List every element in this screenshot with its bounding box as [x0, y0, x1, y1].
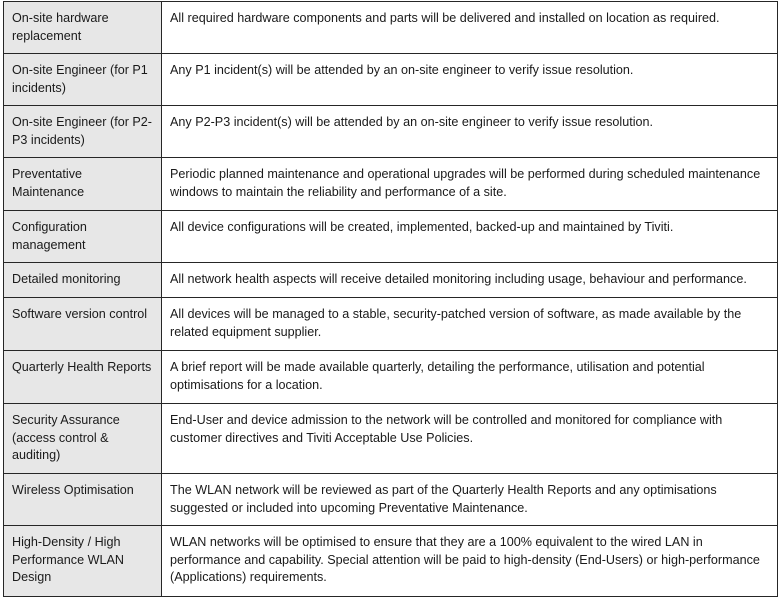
table-row	[4, 263, 778, 298]
service-description: The WLAN network will be reviewed as part of the Quarterly Health Reports and any optimisations suggested or included into upcoming Preventative Maintenance.	[170, 483, 717, 515]
service-description-cell	[162, 526, 778, 597]
table-row	[4, 474, 778, 526]
service-description: WLAN networks will be optimised to ensure that they are a 100% equivalent to the wired LAN in performance and capability. Special attention will be paid to high-density (End-Users) or high-performance (Applications) requirements.	[170, 535, 760, 584]
service-term: Wireless Optimisation	[12, 483, 134, 497]
service-term: Detailed monitoring	[12, 272, 121, 286]
service-description: All devices will be managed to a stable, security-patched version of software, as made available by the related equipment supplier.	[170, 307, 742, 339]
table-row	[4, 526, 778, 597]
table-row	[4, 2, 778, 54]
service-term: On-site Engineer (for P1 incidents)	[12, 63, 148, 95]
service-description: Any P2-P3 incident(s) will be attended by an on-site engineer to verify issue resolution.	[170, 115, 654, 129]
service-term-cell	[4, 404, 162, 474]
service-term-cell	[4, 298, 162, 351]
service-description: Any P1 incident(s) will be attended by an on-site engineer to verify issue resolution.	[170, 63, 634, 77]
service-term-cell	[4, 263, 162, 298]
service-description: End-User and device admission to the network will be controlled and monitored for compliance with customer directives and Tiviti Acceptable Use Policies.	[170, 413, 723, 445]
service-description-cell	[162, 211, 778, 263]
table-row	[4, 106, 778, 158]
service-description: Periodic planned maintenance and operational upgrades will be performed during scheduled maintenance windows to maintain the reliability and performance of a site.	[170, 167, 761, 199]
table-row	[4, 54, 778, 106]
service-description-cell	[162, 263, 778, 298]
service-term-cell	[4, 351, 162, 404]
table-row	[4, 211, 778, 263]
service-description-cell	[162, 474, 778, 526]
service-term: Security Assurance (access control & auditing)	[12, 413, 120, 462]
service-term-cell	[4, 2, 162, 54]
service-description: All device configurations will be created, implemented, backed-up and maintained by Tiviti.	[170, 220, 674, 234]
service-term: Software version control	[12, 307, 148, 321]
service-description-cell	[162, 54, 778, 106]
table-row	[4, 351, 778, 404]
table-row	[4, 404, 778, 474]
service-description: A brief report will be made available quarterly, detailing the performance, utilisation and potential optimisations for a location.	[170, 360, 705, 392]
service-description: All network health aspects will receive detailed monitoring including usage, behaviour and performance.	[170, 272, 747, 286]
service-term: Configuration management	[12, 220, 87, 252]
service-term-cell	[4, 158, 162, 211]
service-term: High-Density / High Performance WLAN Design	[12, 535, 124, 584]
service-term-cell	[4, 526, 162, 597]
table-row	[4, 158, 778, 211]
service-term: Quarterly Health Reports	[12, 360, 152, 374]
service-description-cell	[162, 404, 778, 474]
service-description-cell	[162, 298, 778, 351]
service-term-cell	[4, 211, 162, 263]
service-description-cell	[162, 2, 778, 54]
service-description-cell	[162, 351, 778, 404]
service-description: All required hardware components and parts will be delivered and installed on location as required.	[170, 11, 720, 25]
service-term: On-site Engineer (for P2-P3 incidents)	[12, 115, 152, 147]
service-term: On-site hardware replacement	[12, 11, 109, 43]
service-term-cell	[4, 474, 162, 526]
service-table	[3, 1, 778, 597]
service-description-cell	[162, 106, 778, 158]
service-term-cell	[4, 54, 162, 106]
service-term: Preventative Maintenance	[12, 167, 85, 199]
service-term-cell	[4, 106, 162, 158]
table-row	[4, 298, 778, 351]
service-description-cell	[162, 158, 778, 211]
